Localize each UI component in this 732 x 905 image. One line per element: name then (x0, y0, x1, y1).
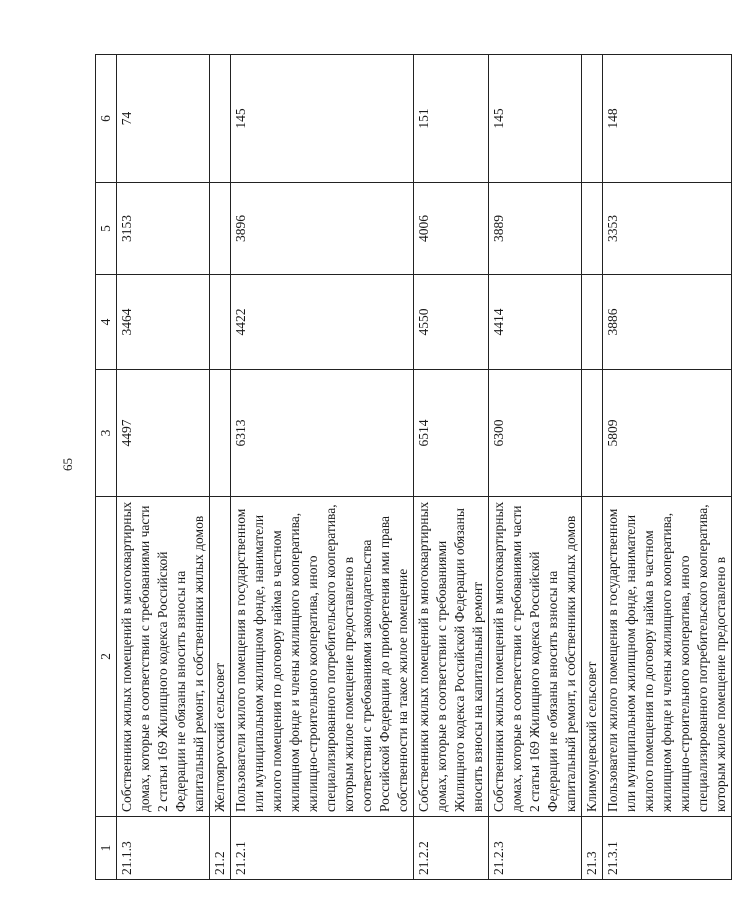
value-cell: 145 (489, 55, 582, 183)
page-number: 65 (60, 458, 75, 471)
row-description: Пользователи жилого помещения в государственном или муниципальном жилищном фонде, наниматели жилого помещения по договору найма в частном жилищном фонде и члены жилищного кооператива, жилищно-строительного кооператива, иного специализированного потребительского кооператива, которым жилое помещение предоставлено в соответствии с требованиями законодательства Российской Федерации до приобретения ими права собственности на такое жилое помещение (231, 497, 414, 817)
row-code: 21.2.1 (231, 817, 414, 880)
column-header: 3 (96, 370, 117, 497)
section-code: 21.3 (582, 817, 603, 880)
value-cell: 3464 (117, 275, 210, 370)
value-cell: 6514 (414, 370, 489, 497)
table-row (117, 55, 210, 880)
value-cell: 151 (414, 55, 489, 183)
section-code: 21.2 (210, 817, 231, 880)
table-row (489, 55, 582, 880)
value-cell: 4006 (414, 183, 489, 275)
value-cell: 4422 (231, 275, 414, 370)
rotated-page-content (95, 55, 728, 880)
value-cell: 4414 (489, 275, 582, 370)
value-cell: 3896 (231, 183, 414, 275)
value-cell: 3353 (603, 183, 732, 275)
column-header: 6 (96, 55, 117, 183)
row-description: Собственники жилых помещений в многоквартирных домах, которые в соответствии с требованиями Жилищного кодекса Российской Федерации обязаны вносить взносы на капитальный ремонт (414, 497, 489, 817)
row-code: 21.2.2 (414, 817, 489, 880)
row-description: Пользователи жилого помещения в государственном или муниципальном жилищном фонде, наниматели жилого помещения по договору найма в частном жилищном фонде и члены жилищного кооператива, жилищно-строительного кооператива, иного специализированного потребительского кооператива, которым жилое помещение предоставлено в (603, 497, 732, 817)
column-header: 5 (96, 183, 117, 275)
value-cell: 148 (603, 55, 732, 183)
value-cell: 3886 (603, 275, 732, 370)
section-row (210, 55, 231, 880)
row-description: Собственники жилых помещений в многоквартирных домах, которые в соответствии с требованиями части 2 статьи 169 Жилищного кодекса Российской Федерации не обязаны вносить взносы на капитальный ремонт, и собственники жилых домов (489, 497, 582, 817)
column-header: 4 (96, 275, 117, 370)
value-cell: 5809 (603, 370, 732, 497)
value-cell: 74 (117, 55, 210, 183)
row-code: 21.1.3 (117, 817, 210, 880)
tariff-table (95, 54, 732, 880)
value-cell: 6313 (231, 370, 414, 497)
table-row (414, 55, 489, 880)
section-title: Климоуцевский сельсовет (582, 497, 603, 817)
value-cell: 6300 (489, 370, 582, 497)
table-row (231, 55, 414, 880)
value-cell: 4497 (117, 370, 210, 497)
table-row (603, 55, 732, 880)
value-cell: 3889 (489, 183, 582, 275)
row-code: 21.3.1 (603, 817, 732, 880)
value-cell: 145 (231, 55, 414, 183)
row-description: Собственники жилых помещений в многоквартирных домах, которые в соответствии с требованиями части 2 статьи 169 Жилищного кодекса Российской Федерации не обязаны вносить взносы на капитальный ремонт, и собственники жилых домов (117, 497, 210, 817)
section-row (582, 55, 603, 880)
column-header: 1 (96, 817, 117, 880)
value-cell: 3153 (117, 183, 210, 275)
section-title: Желтоярovский сельсовет (210, 497, 231, 817)
row-code: 21.2.3 (489, 817, 582, 880)
column-header: 2 (96, 497, 117, 817)
value-cell: 4550 (414, 275, 489, 370)
header-row (96, 55, 117, 880)
